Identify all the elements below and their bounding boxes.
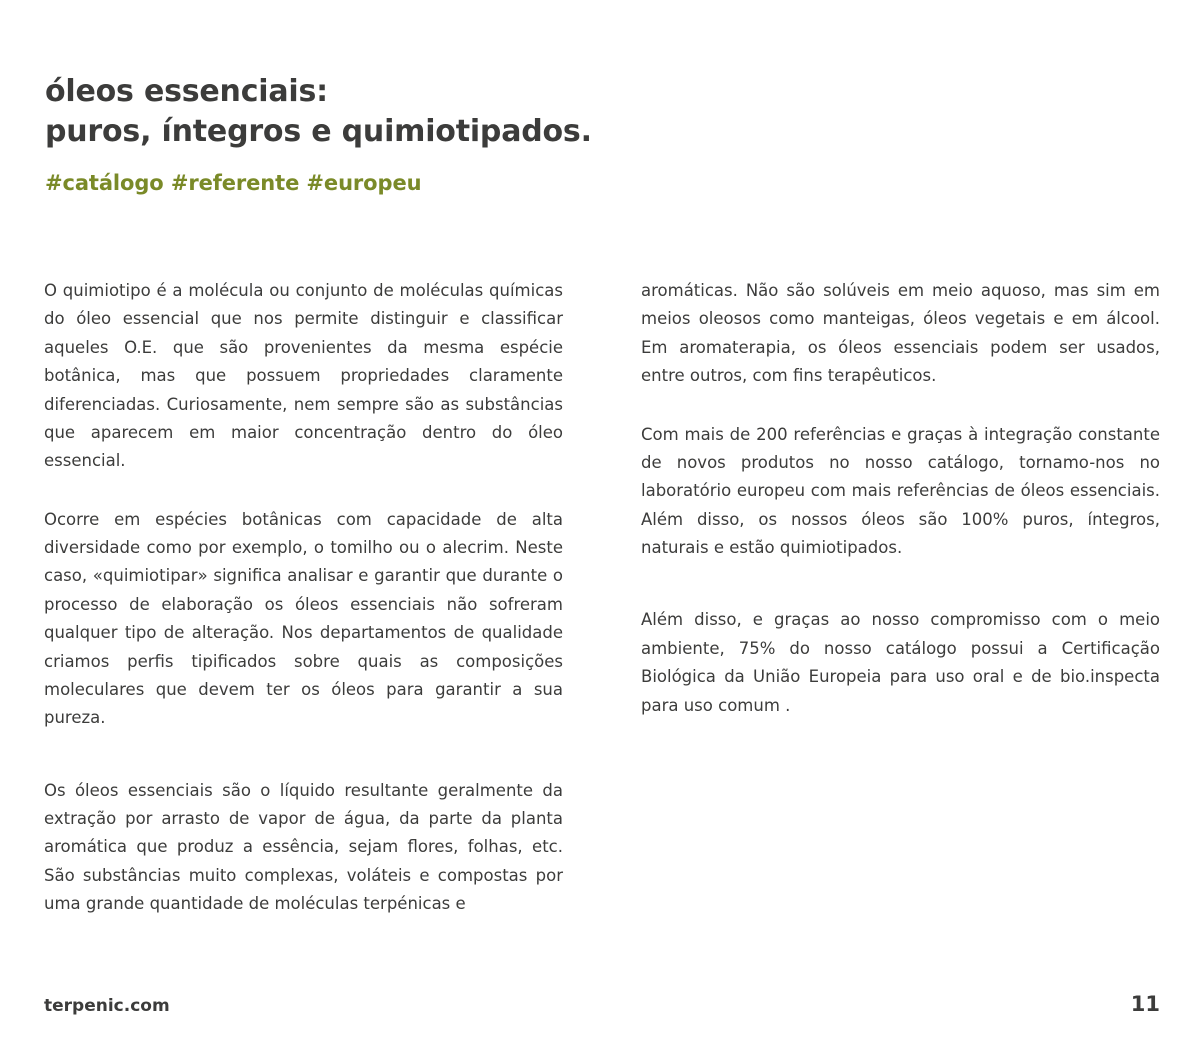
page-number: 11 (1130, 992, 1160, 1016)
footer-website: terpenic.com (44, 996, 170, 1016)
hashtag-line: #catálogo #referente #europeu (45, 170, 422, 195)
title-line-1: óleos essenciais: (45, 74, 328, 109)
title-line-2: puros, íntegros e quimiotipados. (45, 113, 592, 149)
page-footer (44, 992, 1160, 1016)
column-left (44, 277, 563, 919)
paragraph: Os óleos essenciais são o líquido resultante geralmente da extração por arrasto de vapor de água, da parte da planta aromática que produz a essência, sejam flores, folhas, etc. São substâncias muito complexas, voláteis e compostas por uma grande quantidade de moléculas terpénicas e (44, 780, 563, 914)
paragraph: O quimiotipo é a molécula ou conjunto de moléculas químicas do óleo essencial que nos permite distinguir e classificar aqueles O.E. que são provenientes da mesma espécie botânica, mas que possuem propriedades claramente diferenciadas. Curiosamente, nem sempre são as substâncias que aparecem em maior concentração dentro do óleo essencial. (44, 281, 563, 471)
paragraph: Ocorre em espécies botânicas com capacidade de alta diversidade como por exemplo, o tomilho ou o alecrim. Neste caso, «quimiotipar» significa analisar e garantir que durante o processo de elaboração os óleos essenciais não sofreram qualquer tipo de alteração. Nos departamentos de qualidade criamos perfis tipificados sobre quais as composições moleculares que devem ter os óleos para garantir a sua pureza. (44, 509, 563, 728)
page-title (45, 72, 1160, 195)
body-columns (44, 277, 1160, 919)
column-right (641, 277, 1160, 919)
paragraph: Além disso, e graças ao nosso compromisso com o meio ambiente, 75% do nosso catálogo possui a Certificação Biológica da União Europeia para uso oral e de bio.inspecta para uso comum . (641, 610, 1160, 715)
paragraph: aromáticas. Não são solúveis em meio aquoso, mas sim em meios oleosos como manteigas, óleos vegetais e em álcool. Em aromaterapia, os óleos essenciais podem ser usados, entre outros, com fins terapêuticos. (641, 281, 1160, 386)
paragraph: Com mais de 200 referências e graças à integração constante de novos produtos no nosso catálogo, tornamo-nos no laboratório europeu com mais referências de óleos essenciais. Além disso, os nossos óleos são 100% puros, íntegros, naturais e estão quimiotipados. (641, 424, 1160, 557)
